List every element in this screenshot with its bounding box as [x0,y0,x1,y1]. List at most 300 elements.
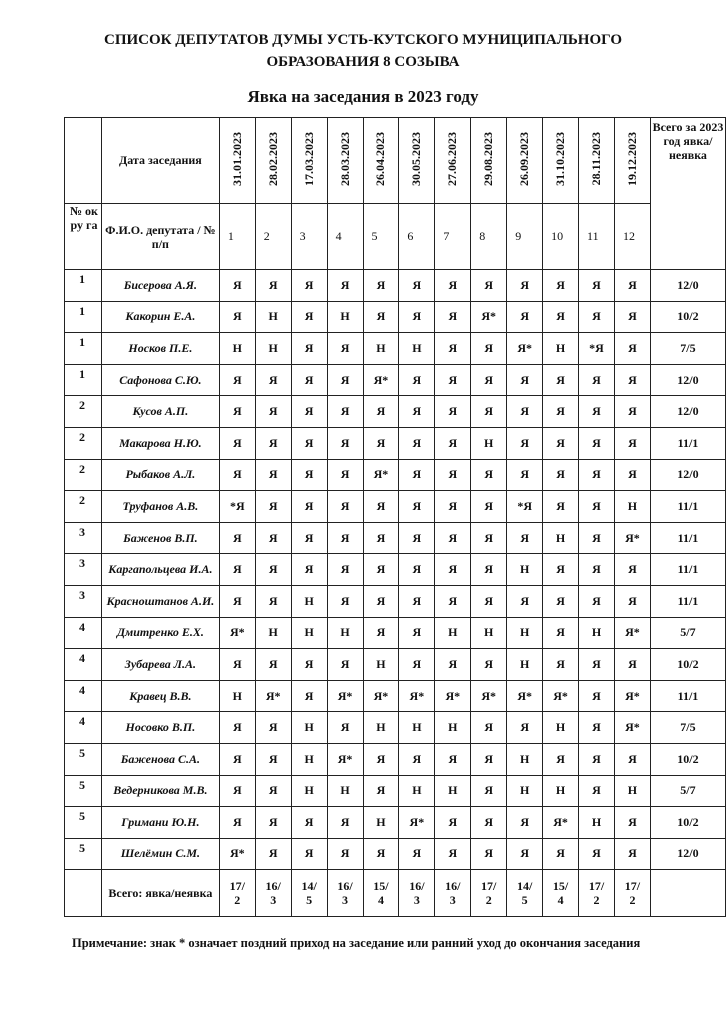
attendance-mark: Я [507,427,543,459]
attendance-mark: Я [471,743,507,775]
summary-value [255,870,291,917]
summary-value-present: 16/ [409,879,425,894]
summary-value [543,870,579,917]
attendance-mark: Н [363,807,399,839]
table-row [65,522,726,554]
meeting-date: 28.02.2023 [265,131,280,186]
attendance-mark: Я [614,649,650,681]
attendance-mark: Я [255,554,291,586]
deputy-name: Зубарева Л.А. [101,649,219,681]
attendance-mark: Я [291,807,327,839]
meeting-date: 28.11.2023 [589,131,604,186]
attendance-mark: Я [579,743,615,775]
deputy-total: 12/0 [650,838,725,870]
meeting-date: 27.06.2023 [445,131,460,186]
deputy-name: Носовко В.П. [101,712,219,744]
meeting-number: 2 [255,204,291,270]
attendance-mark: Я* [614,680,650,712]
attendance-mark: Я [543,743,579,775]
attendance-mark: Я [399,396,435,428]
summary-value [399,870,435,917]
meeting-date: 31.10.2023 [553,131,568,186]
attendance-mark: Я [219,743,255,775]
summary-value [614,870,650,917]
summary-value-present: 14/ [301,879,317,894]
deputy-name: Носков П.Е. [101,333,219,365]
deputy-total: 12/0 [650,396,725,428]
attendance-mark: Н [614,491,650,523]
attendance-mark: Я [435,459,471,491]
deputy-total: 10/2 [650,743,725,775]
deputy-name: Красноштанов А.И. [101,585,219,617]
meeting-date: 28.03.2023 [337,131,352,186]
attendance-mark: Я* [507,680,543,712]
document-title-line2: ОБРАЗОВАНИЯ 8 СОЗЫВА [266,54,460,70]
attendance-mark: Н [255,301,291,333]
meeting-date: 31.01.2023 [229,131,244,186]
summary-value-present: 16/ [265,879,281,894]
table-row [65,585,726,617]
attendance-mark: Я [507,396,543,428]
deputy-name: Дмитренко Е.Х. [101,617,219,649]
meeting-date: 30.05.2023 [409,131,424,186]
attendance-mark: Я [543,459,579,491]
date-header-cell [614,118,650,204]
document-subtitle: Явка на заседания в 2023 году [247,87,479,106]
attendance-mark: Я [327,427,363,459]
deputy-total: 7/5 [650,712,725,744]
summary-value-absent: 4 [377,893,384,908]
attendance-mark: Я [614,838,650,870]
attendance-mark: Я [363,301,399,333]
attendance-mark: Я [543,396,579,428]
attendance-mark: Я [543,301,579,333]
attendance-mark: Я [291,459,327,491]
attendance-mark: Н [579,807,615,839]
attendance-mark: Я [255,396,291,428]
summary-value-absent: 2 [234,893,241,908]
attendance-mark: Я* [363,459,399,491]
summary-value [291,870,327,917]
deputy-name: Гримани Ю.Н. [101,807,219,839]
summary-value [507,870,543,917]
table-row [65,680,726,712]
deputy-total: 11/1 [650,554,725,586]
deputy-name: Каргапольцева И.А. [101,554,219,586]
summary-value-present: 17/ [588,879,605,894]
attendance-mark: Я [327,649,363,681]
deputy-total: 12/0 [650,459,725,491]
attendance-mark: Я* [255,680,291,712]
attendance-mark: Я [507,585,543,617]
table-row [65,712,726,744]
attendance-mark: Я [507,522,543,554]
attendance-mark: Я [579,585,615,617]
attendance-mark: Я [255,807,291,839]
attendance-mark: Я [435,554,471,586]
date-header-cell [579,118,615,204]
document-title-line1: СПИСОК ДЕПУТАТОВ ДУМЫ УСТЬ-КУТСКОГО МУНИЦИПАЛЬНОГО [104,32,622,48]
attendance-mark: Н [291,585,327,617]
table-row [65,807,726,839]
attendance-mark: Н [219,333,255,365]
attendance-mark: Н [614,775,650,807]
attendance-table [64,117,726,917]
attendance-mark: Я [363,838,399,870]
attendance-mark: Я [327,585,363,617]
attendance-mark: Я [219,775,255,807]
attendance-mark: Я [327,838,363,870]
attendance-mark: Я [579,649,615,681]
attendance-mark: Я [435,301,471,333]
okrug-cell: 4 [65,617,102,649]
table-row [65,333,726,365]
attendance-mark: Я [363,427,399,459]
attendance-mark: Я [614,364,650,396]
date-label: Дата заседания [118,153,202,167]
attendance-mark: Я [435,649,471,681]
attendance-mark: Я [327,807,363,839]
attendance-mark: Я [435,396,471,428]
table-row [65,459,726,491]
attendance-mark: Я* [471,301,507,333]
okrug-cell: 3 [65,554,102,586]
attendance-mark: Я [255,427,291,459]
attendance-mark: Я [219,459,255,491]
attendance-mark: Я [579,364,615,396]
attendance-mark: Я [291,554,327,586]
attendance-mark: Н [507,554,543,586]
attendance-mark: Н [543,775,579,807]
attendance-mark: Я [399,427,435,459]
okrug-cell: 1 [65,301,102,333]
table-row [65,491,726,523]
attendance-mark: Я [219,396,255,428]
okrug-header [65,204,102,270]
attendance-mark: Я [219,807,255,839]
okrug-cell: 4 [65,712,102,744]
okrug-cell: 3 [65,585,102,617]
summary-value [219,870,255,917]
attendance-mark: Я [579,459,615,491]
deputy-name: Кравец В.В. [101,680,219,712]
attendance-mark: Я [291,522,327,554]
okrug-cell: 4 [65,649,102,681]
attendance-mark: Я [614,554,650,586]
attendance-mark: Я [399,554,435,586]
date-header-cell [219,118,255,204]
attendance-mark: Я [435,491,471,523]
date-header-cell [543,118,579,204]
deputy-name: Баженов В.П. [101,522,219,554]
okrug-cell: 2 [65,459,102,491]
attendance-mark: Я* [363,680,399,712]
date-header-cell [435,118,471,204]
table-row [65,270,726,302]
attendance-mark: Я [399,838,435,870]
attendance-mark: Я* [219,838,255,870]
attendance-mark: Я [291,491,327,523]
attendance-mark: Я [471,649,507,681]
summary-value-absent: 3 [449,893,456,908]
meeting-date: 29.08.2023 [481,131,496,186]
table-row [65,838,726,870]
attendance-mark: *Я [507,491,543,523]
attendance-mark: Я [255,270,291,302]
meeting-number: 8 [471,204,507,270]
attendance-mark: Я [363,270,399,302]
okrug-cell: 1 [65,364,102,396]
deputy-total: 10/2 [650,301,725,333]
attendance-mark: Н [255,333,291,365]
attendance-mark: Я [327,491,363,523]
meeting-number: 11 [579,204,615,270]
summary-value-absent: 5 [306,893,313,908]
attendance-mark: Н [291,617,327,649]
attendance-mark: Я [507,712,543,744]
attendance-mark: Я [543,838,579,870]
attendance-mark: Я [543,554,579,586]
header-numbers-row [65,204,726,270]
table-row [65,775,726,807]
okrug-cell: 2 [65,396,102,428]
attendance-mark: Я [399,459,435,491]
summary-value-absent: 2 [485,893,492,908]
meeting-date: 17.03.2023 [301,131,316,186]
fio-label: Ф.И.О. депутата / № п/п [105,222,216,251]
attendance-mark: Я [435,743,471,775]
summary-value-present: 17/ [624,879,641,894]
attendance-mark: Я [363,522,399,554]
meeting-date: 26.04.2023 [373,131,388,186]
attendance-mark: Я [255,743,291,775]
table-row [65,427,726,459]
summary-label [101,870,219,917]
date-label-cell [101,118,219,204]
attendance-mark: Я [507,459,543,491]
attendance-mark: Я [255,491,291,523]
attendance-mark: Я [507,301,543,333]
attendance-mark: Я [435,807,471,839]
meeting-number: 5 [363,204,399,270]
summary-value [363,870,399,917]
attendance-mark: Я [363,396,399,428]
attendance-mark: Я [435,585,471,617]
attendance-mark: Н [399,712,435,744]
attendance-mark: Я [579,680,615,712]
attendance-mark: Я [579,270,615,302]
attendance-mark: Я* [363,364,399,396]
attendance-mark: Я [471,522,507,554]
table-row [65,396,726,428]
meeting-number: 6 [399,204,435,270]
attendance-mark: Я [327,712,363,744]
deputy-name: Рыбаков А.Л. [101,459,219,491]
date-header-cell [507,118,543,204]
summary-value-present: 15/ [552,879,569,894]
attendance-mark: Я [614,301,650,333]
attendance-mark: Я [507,270,543,302]
attendance-mark: Н [363,712,399,744]
table-row [65,364,726,396]
attendance-mark: Я* [614,617,650,649]
attendance-mark: Я [579,396,615,428]
attendance-mark: Я [291,364,327,396]
summary-value-present: 16/ [337,879,353,894]
attendance-mark: Я [291,396,327,428]
attendance-mark: Я [363,491,399,523]
attendance-mark: Н [363,333,399,365]
summary-value [435,870,471,917]
summary-value-absent: 4 [557,893,564,908]
attendance-mark: Я [219,585,255,617]
total-label: Всего за 2023 год явка/ неявка [652,120,724,162]
attendance-mark: Я [435,522,471,554]
attendance-mark: Я* [327,680,363,712]
attendance-mark: Я [471,838,507,870]
attendance-mark: Я [327,459,363,491]
attendance-mark: Н [543,712,579,744]
deputy-total: 11/1 [650,427,725,459]
attendance-mark: Я [579,301,615,333]
table-row [65,649,726,681]
deputy-name: Сафонова С.Ю. [101,364,219,396]
attendance-mark: Я [471,364,507,396]
attendance-mark: Я [255,522,291,554]
attendance-mark: Я [255,585,291,617]
deputy-total: 5/7 [650,617,725,649]
deputy-total: 11/1 [650,585,725,617]
attendance-mark: Я [507,838,543,870]
attendance-mark: Н [219,680,255,712]
attendance-mark: Я [614,585,650,617]
meeting-date: 26.09.2023 [517,131,532,186]
deputy-name: Шелёмин С.М. [101,838,219,870]
deputy-total: 10/2 [650,807,725,839]
attendance-mark: Н [363,649,399,681]
attendance-mark: Н [471,427,507,459]
meeting-number: 9 [507,204,543,270]
summary-total-empty [650,870,725,917]
okrug-cell: 2 [65,427,102,459]
attendance-mark: Я [543,427,579,459]
attendance-mark: Я [471,333,507,365]
attendance-mark: Я [327,333,363,365]
summary-value-absent: 3 [342,893,349,908]
attendance-mark: Я [507,364,543,396]
attendance-mark: Я [579,427,615,459]
attendance-mark: Я [579,838,615,870]
summary-value-present: 16/ [445,879,461,894]
attendance-mark: Я* [543,807,579,839]
attendance-mark: Я [363,617,399,649]
date-header-cell [291,118,327,204]
attendance-mark: Я [614,270,650,302]
deputy-total: 7/5 [650,333,725,365]
meeting-number: 3 [291,204,327,270]
table-row [65,301,726,333]
attendance-mark: Я [399,617,435,649]
attendance-mark: Н [327,775,363,807]
table-row [65,743,726,775]
attendance-mark: Я [363,775,399,807]
deputy-name: Труфанов А.В. [101,491,219,523]
attendance-mark: Я [255,364,291,396]
attendance-mark: Я [471,270,507,302]
summary-value-present: 15/ [373,879,389,894]
attendance-mark: Я [579,522,615,554]
attendance-mark: Я [327,396,363,428]
summary-row [65,870,726,917]
attendance-mark: Я [471,491,507,523]
table-row [65,617,726,649]
attendance-mark: Я [363,585,399,617]
attendance-mark: Я [471,807,507,839]
attendance-mark: Я [543,491,579,523]
attendance-mark: Я [399,522,435,554]
summary-value-present: 17/ [229,879,245,894]
attendance-mark: Я [543,364,579,396]
attendance-mark: Я [291,333,327,365]
attendance-mark: Я [327,554,363,586]
table-row [65,554,726,586]
attendance-mark: Я [291,301,327,333]
deputy-total: 11/1 [650,680,725,712]
attendance-mark: Я [399,743,435,775]
deputy-name: Бисерова А.Я. [101,270,219,302]
attendance-mark: Я [219,649,255,681]
attendance-mark: Я [255,649,291,681]
attendance-mark: Я [219,522,255,554]
attendance-mark: Н [435,712,471,744]
summary-value-absent: 2 [593,893,600,908]
deputy-total: 12/0 [650,364,725,396]
attendance-mark: Н [291,775,327,807]
deputy-total: 11/1 [650,491,725,523]
summary-value [579,870,615,917]
attendance-mark: Я* [219,617,255,649]
header-dates-row [65,118,726,204]
attendance-mark: Я [614,459,650,491]
deputy-name: Кусов А.П. [101,396,219,428]
attendance-mark: Н [291,743,327,775]
attendance-mark: Я [579,491,615,523]
okrug-cell: 5 [65,775,102,807]
date-header-cell [363,118,399,204]
summary-value-present: 17/ [481,879,497,894]
meeting-number: 10 [543,204,579,270]
attendance-mark: Я [219,554,255,586]
deputy-total: 12/0 [650,270,725,302]
total-header [650,118,725,270]
attendance-mark: Я [219,301,255,333]
date-header-cell [471,118,507,204]
attendance-mark: Я [219,427,255,459]
attendance-mark: Я [471,775,507,807]
attendance-mark: Я [399,585,435,617]
attendance-mark: Я [291,649,327,681]
summary-empty [65,870,102,917]
summary-value-absent: 5 [521,893,528,908]
attendance-mark: Я [435,364,471,396]
deputy-total: 5/7 [650,775,725,807]
date-header-cell [399,118,435,204]
fio-header [101,204,219,270]
attendance-mark: Я [363,743,399,775]
okrug-cell: 1 [65,333,102,365]
summary-value-absent: 3 [413,893,420,908]
okrug-cell: 5 [65,743,102,775]
